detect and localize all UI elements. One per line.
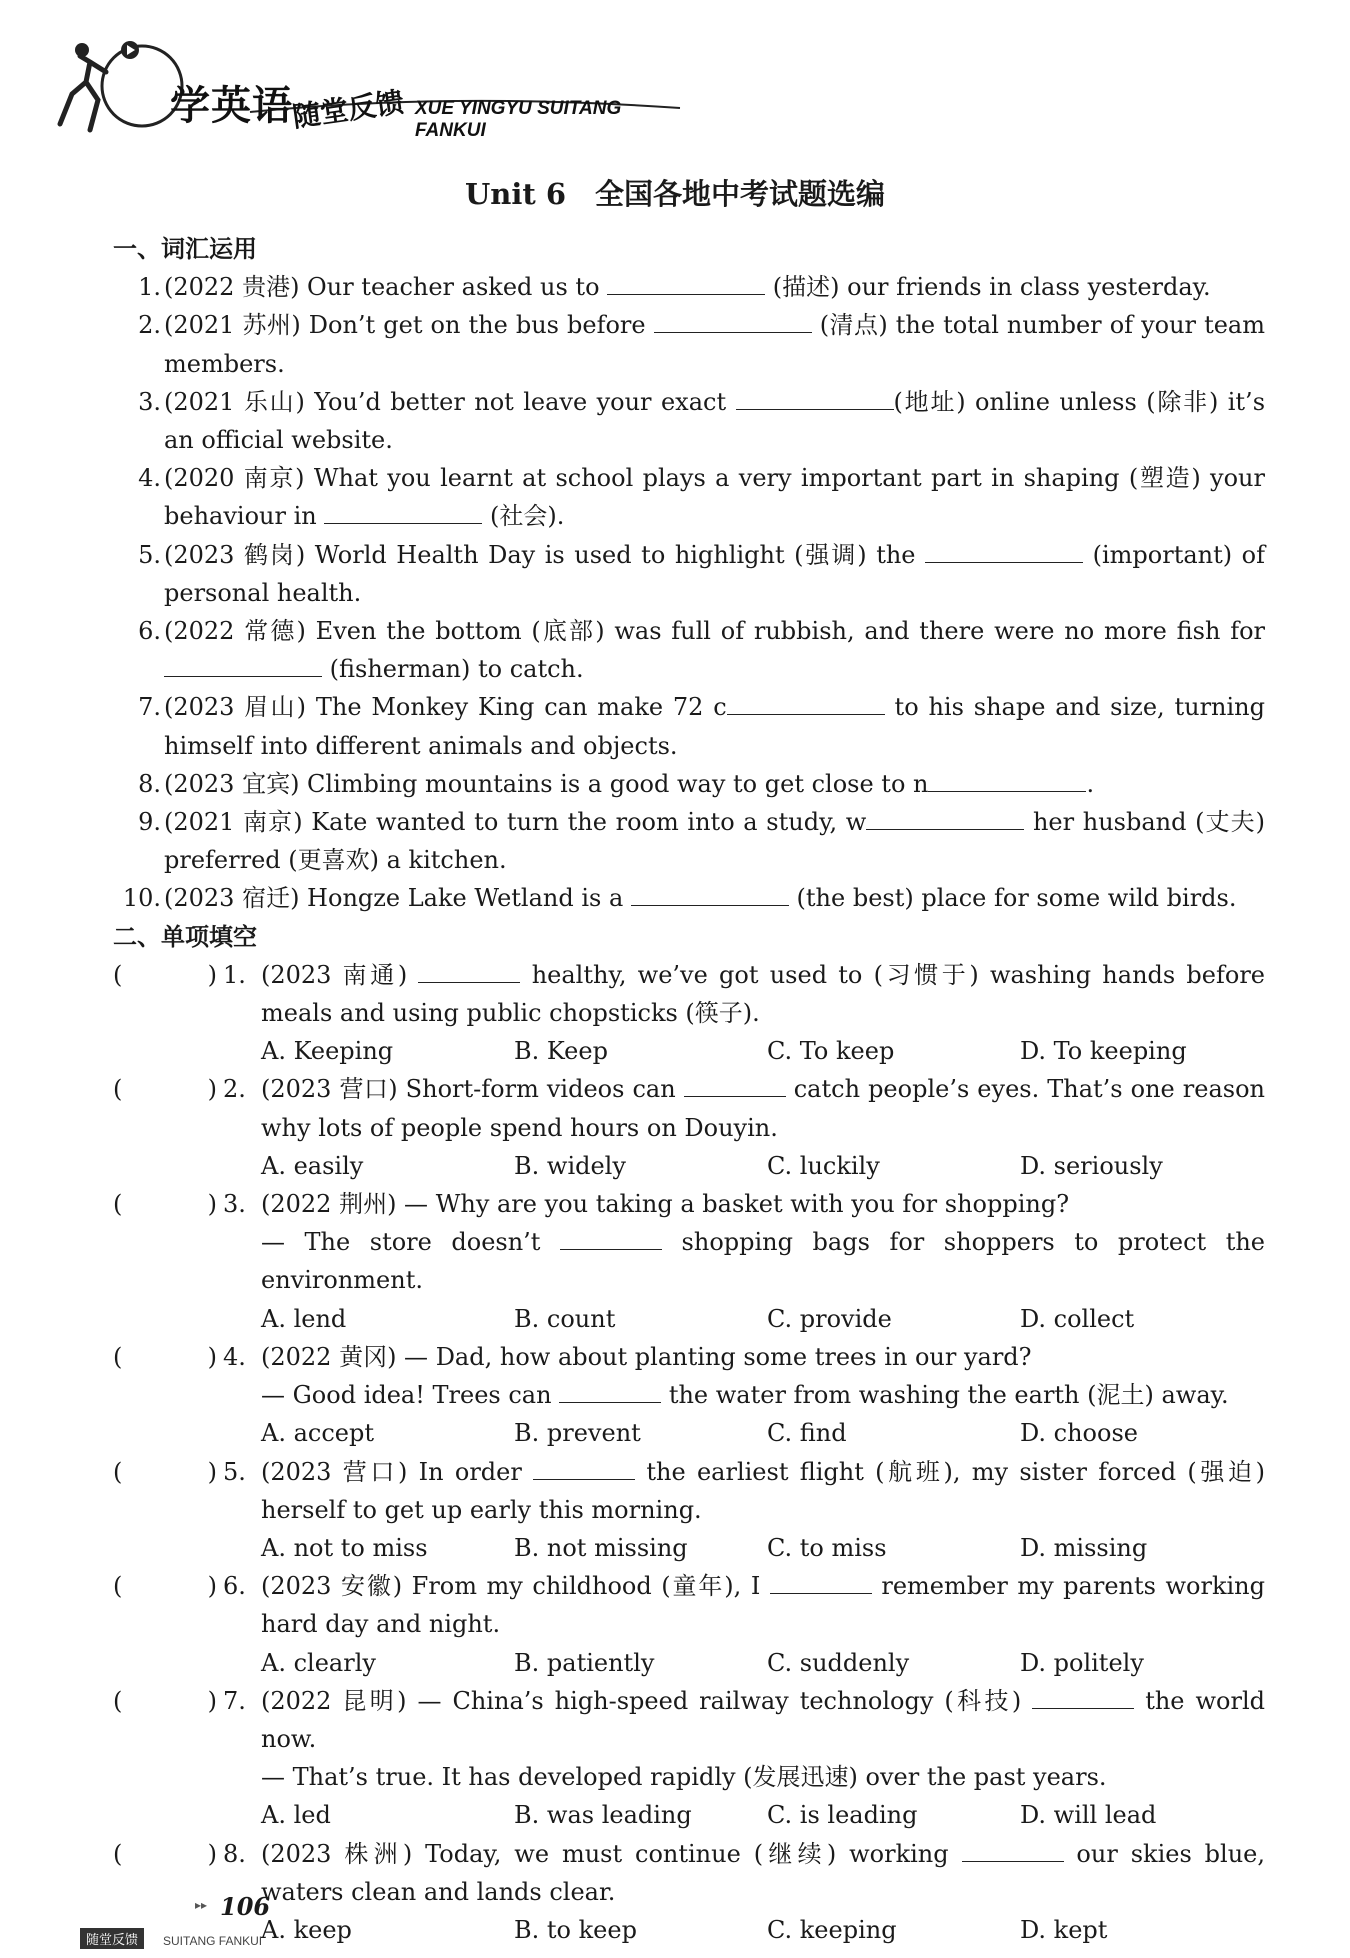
question-text-after: (清点) the total number of your team members.	[164, 311, 1265, 378]
question-text	[261, 1682, 1265, 1758]
options-row	[113, 1911, 1265, 1949]
question-text-before: — Good idea! Trees can	[261, 1381, 560, 1410]
answer-blank[interactable]	[324, 499, 482, 524]
answer-option: C. find	[767, 1419, 847, 1448]
answer-option: A. clearly	[261, 1648, 376, 1677]
vocab-question	[113, 803, 1265, 879]
answer-options	[261, 1300, 1273, 1338]
question-number: 6.	[223, 1572, 246, 1601]
question-text-after: (描述) our friends in class yesterday.	[765, 273, 1211, 302]
vocab-question	[113, 268, 1265, 306]
answer-option: C. keeping	[767, 1915, 897, 1944]
answer-option: D. To keeping	[1020, 1037, 1187, 1066]
options-row	[113, 1300, 1265, 1338]
answer-option: B. not missing	[514, 1533, 688, 1562]
answer-parentheses[interactable]: ( )	[113, 1839, 217, 1868]
answer-blank[interactable]	[727, 690, 885, 715]
answer-options	[261, 1911, 1273, 1949]
question-text-after: (fisherman) to catch.	[322, 655, 584, 684]
question-text-after: her husband (丈夫) preferred (更喜欢) a kitchen.	[164, 808, 1265, 875]
question-text-after: (the best) place for some wild birds.	[788, 884, 1237, 913]
question-number: 1.	[138, 273, 161, 302]
mc-question-line	[113, 1376, 1265, 1414]
answer-parentheses[interactable]: ( )	[113, 1190, 217, 1219]
question-text	[164, 612, 1265, 688]
answer-blank[interactable]	[684, 1072, 786, 1097]
question-text-before: (2022 昆明) — China’s high-speed railway technology (科技)	[261, 1686, 1033, 1715]
vocabulary-list	[113, 268, 1265, 917]
answer-blank[interactable]	[164, 652, 322, 677]
page-number: 106	[220, 1892, 271, 1921]
answer-parentheses[interactable]: ( )	[113, 1572, 217, 1601]
section1-heading: 一、词汇运用	[113, 235, 257, 263]
answer-option: D. will lead	[1020, 1801, 1157, 1830]
question-text-before: (2023 营口) In order	[261, 1457, 534, 1486]
mc-question-line	[113, 1682, 1265, 1758]
answer-options	[261, 1032, 1273, 1070]
answer-blank[interactable]	[607, 270, 765, 295]
answer-options	[261, 1147, 1273, 1185]
question-text-before: (2023 南通)	[261, 960, 419, 989]
indent	[223, 1414, 261, 1452]
options-row	[113, 1796, 1265, 1834]
mc-question-line	[113, 1070, 1265, 1146]
answer-option: A. keep	[261, 1915, 352, 1944]
question-text	[164, 268, 1265, 306]
question-text-before: (2023 鹤岗) World Health Day is used to highlight (强调) the	[164, 540, 926, 569]
question-text-after: (地址) online unless (除非) it’s an official website.	[164, 387, 1266, 455]
answer-blank[interactable]	[1032, 1684, 1134, 1709]
answer-option: C. to miss	[767, 1533, 887, 1562]
answer-option: D. politely	[1020, 1648, 1144, 1677]
answer-blank[interactable]	[925, 538, 1083, 563]
question-number	[223, 1758, 261, 1796]
question-text-before: (2023 安徽) From my childhood (童年), I	[261, 1572, 770, 1601]
question-text	[164, 879, 1265, 917]
answer-option: B. prevent	[514, 1419, 641, 1448]
question-text-after: (社会).	[482, 502, 565, 531]
question-text-before: (2020 南京) What you learnt at school plays a very important part in shaping (塑造) your behaviour in	[164, 464, 1265, 531]
question-number: 3.	[223, 1190, 246, 1219]
vocab-question	[113, 688, 1265, 764]
indent	[223, 1300, 261, 1338]
answer-blank[interactable]	[418, 958, 520, 983]
answer-blank[interactable]	[533, 1455, 635, 1480]
question-text-before: (2022 黄冈) — Dad, how about planting some trees in our yard?	[261, 1342, 1032, 1371]
indent	[113, 1223, 223, 1299]
answer-blank[interactable]	[560, 1225, 662, 1250]
header-pinyin-title: XUE YINGYU SUITANG FANKUI	[415, 98, 622, 141]
question-text	[261, 1758, 1265, 1796]
question-text	[261, 1185, 1265, 1223]
question-text-before: (2023 眉山) The Monkey King can make 72 c	[164, 693, 727, 722]
question-text	[164, 688, 1265, 764]
question-number: 7.	[138, 693, 161, 722]
indent	[223, 1032, 261, 1070]
answer-blank[interactable]	[770, 1569, 872, 1594]
question-text-after: shopping bags for shoppers to protect the environment.	[261, 1228, 1266, 1295]
answer-options	[261, 1796, 1273, 1834]
question-number: 8.	[138, 769, 161, 798]
question-text	[164, 765, 1265, 803]
answer-option: D. seriously	[1020, 1151, 1163, 1180]
question-number	[223, 1376, 261, 1414]
question-text-before: (2021 南京) Kate wanted to turn the room into a study, w	[164, 808, 867, 837]
question-text-after: the earliest flight (航班), my sister forced (强迫) herself to get up early this morning.	[261, 1457, 1266, 1524]
options-row	[113, 1414, 1265, 1452]
indent	[113, 1796, 223, 1834]
question-text	[261, 1835, 1265, 1911]
question-text	[261, 1338, 1265, 1376]
mc-question-line	[113, 956, 1265, 1032]
header-chinese-title: 学英语	[170, 83, 293, 129]
indent	[113, 1147, 223, 1185]
answer-option: B. to keep	[514, 1915, 637, 1944]
indent	[223, 1529, 261, 1567]
footer-sub-label: SUITANG FANKUI	[163, 1934, 263, 1948]
answer-option: C. suddenly	[767, 1648, 910, 1677]
answer-option: D. kept	[1020, 1915, 1108, 1944]
answer-option: C. provide	[767, 1304, 892, 1333]
question-number: 6.	[138, 617, 161, 646]
mc-question-line	[113, 1567, 1265, 1643]
exercise-content	[113, 230, 1265, 1949]
question-text-before: (2022 荆州) — Why are you taking a basket with you for shopping?	[261, 1190, 1070, 1219]
question-text	[164, 459, 1265, 535]
indent	[113, 1644, 223, 1682]
question-text-before: — The store doesn’t	[261, 1228, 561, 1257]
question-text-before: (2023 宿迁) Hongze Lake Wetland is a	[164, 884, 631, 913]
answer-option: A. easily	[261, 1151, 364, 1180]
page-header	[50, 38, 690, 148]
question-text-before: (2022 贵港) Our teacher asked us to	[164, 273, 608, 302]
question-text	[164, 383, 1265, 459]
question-text-after: the water from washing the earth (泥土) away.	[661, 1381, 1229, 1410]
question-text-after: .	[1086, 769, 1095, 798]
mc-question-line	[113, 1758, 1265, 1796]
answer-parentheses[interactable]: ( )	[113, 960, 217, 989]
question-number: 2.	[138, 311, 161, 340]
answer-option: C. To keep	[767, 1037, 895, 1066]
answer-option: A. led	[261, 1801, 331, 1830]
mc-question-line	[113, 1338, 1265, 1376]
answer-options	[261, 1414, 1273, 1452]
question-text-before: (2023 营口) Short-form videos can	[261, 1075, 684, 1104]
question-text-before: (2023 株洲) Today, we must continue (继续) working	[261, 1839, 962, 1868]
question-number: 1.	[223, 960, 246, 989]
answer-options	[261, 1644, 1273, 1682]
options-row	[113, 1644, 1265, 1682]
question-number: 9.	[138, 808, 161, 837]
multiple-choice-list	[113, 956, 1265, 1949]
question-number: 3.	[138, 387, 161, 416]
question-text-after: to his shape and size, turning himself into different animals and objects.	[164, 693, 1266, 760]
answer-option: B. patiently	[514, 1648, 655, 1677]
options-row	[113, 1147, 1265, 1185]
question-text-before: — That’s true. It has developed rapidly (发展迅速) over the past years.	[261, 1763, 1107, 1792]
question-text-after: the world now.	[261, 1686, 1265, 1753]
answer-option: B. widely	[514, 1151, 626, 1180]
vocab-question	[113, 879, 1265, 917]
vocab-question	[113, 536, 1265, 612]
question-text	[164, 803, 1265, 879]
mc-question-line	[113, 1453, 1265, 1529]
page-title: Unit 6 全国各地中考试题选编	[464, 177, 886, 211]
question-number: 7.	[223, 1686, 246, 1715]
header-chinese-subtitle: 随堂反馈	[290, 85, 406, 134]
vocab-question	[113, 459, 1265, 535]
answer-option: C. is leading	[767, 1801, 918, 1830]
question-number: 8.	[223, 1839, 246, 1868]
vocab-question	[113, 765, 1265, 803]
question-text	[261, 1070, 1265, 1146]
question-text	[164, 536, 1265, 612]
question-number: 10.	[122, 884, 161, 913]
question-text-before: (2023 宜宾) Climbing mountains is a good way to get close to n	[164, 769, 929, 798]
indent	[113, 1300, 223, 1338]
section2-heading: 二、单项填空	[113, 922, 257, 951]
answer-parentheses[interactable]: ( )	[113, 1075, 217, 1104]
mc-question-line	[113, 1223, 1265, 1299]
question-number: 2.	[223, 1075, 246, 1104]
options-row	[113, 1032, 1265, 1070]
question-number: 5.	[138, 540, 161, 569]
answer-option: A. lend	[261, 1304, 347, 1333]
answer-option: D. collect	[1020, 1304, 1135, 1333]
question-text-after: our skies blue, waters clean and lands clear.	[261, 1839, 1265, 1906]
question-number	[223, 1223, 261, 1299]
indent	[113, 1529, 223, 1567]
footer-arrow-icon: ▸▸	[195, 1898, 208, 1912]
question-text-after: (important) of personal health.	[164, 540, 1265, 607]
answer-blank[interactable]	[866, 805, 1024, 830]
answer-option: B. was leading	[514, 1801, 692, 1830]
question-text-before: (2021 苏州) Don’t get on the bus before	[164, 311, 654, 340]
answer-option: B. Keep	[514, 1037, 608, 1066]
answer-options	[261, 1529, 1273, 1567]
footer-label: 随堂反馈	[80, 1928, 144, 1949]
answer-parentheses[interactable]: ( )	[113, 1457, 217, 1486]
question-text-after: remember my parents working hard day and night.	[261, 1572, 1265, 1639]
answer-blank[interactable]	[962, 1837, 1064, 1862]
answer-blank[interactable]	[928, 767, 1086, 792]
question-number: 4.	[223, 1342, 246, 1371]
vocab-question	[113, 612, 1265, 688]
indent	[113, 1032, 223, 1070]
question-text-before: (2021 乐山) You’d better not leave your exact	[164, 387, 736, 416]
answer-parentheses[interactable]: ( )	[113, 1342, 217, 1371]
answer-blank[interactable]	[631, 881, 789, 906]
question-text	[164, 306, 1265, 382]
answer-option: A. Keeping	[261, 1037, 394, 1066]
vocab-question	[113, 383, 1265, 459]
answer-blank[interactable]	[736, 385, 894, 410]
options-row	[113, 1529, 1265, 1567]
indent	[223, 1796, 261, 1834]
question-text-before: (2022 常德) Even the bottom (底部) was full of rubbish, and there were no more fish for	[164, 617, 1265, 646]
question-number: 5.	[223, 1457, 246, 1486]
question-text-after: catch people’s eyes. That’s one reason why lots of people spend hours on Douyin.	[261, 1075, 1265, 1142]
answer-blank[interactable]	[654, 308, 812, 333]
mc-question-line	[113, 1835, 1265, 1911]
answer-option: A. accept	[261, 1419, 374, 1448]
answer-blank[interactable]	[559, 1378, 661, 1403]
answer-option: C. luckily	[767, 1151, 880, 1180]
question-text-after: healthy, we’ve got used to (习惯于) washing hands before meals and using public chopsticks (筷子).	[261, 960, 1266, 1028]
answer-option: A. not to miss	[261, 1533, 428, 1562]
question-text	[261, 1453, 1265, 1529]
mc-question-line	[113, 1185, 1265, 1223]
indent	[113, 1758, 223, 1796]
answer-option: B. count	[514, 1304, 616, 1333]
answer-option: D. choose	[1020, 1419, 1138, 1448]
question-text	[261, 1567, 1265, 1643]
question-number: 4.	[138, 464, 161, 493]
indent	[113, 1376, 223, 1414]
question-text	[261, 1376, 1265, 1414]
indent	[113, 1414, 223, 1452]
question-text	[261, 1223, 1265, 1299]
indent	[223, 1147, 261, 1185]
vocab-question	[113, 306, 1265, 382]
question-text	[261, 956, 1265, 1032]
indent	[223, 1644, 261, 1682]
answer-parentheses[interactable]: ( )	[113, 1686, 217, 1715]
answer-option: D. missing	[1020, 1533, 1148, 1562]
